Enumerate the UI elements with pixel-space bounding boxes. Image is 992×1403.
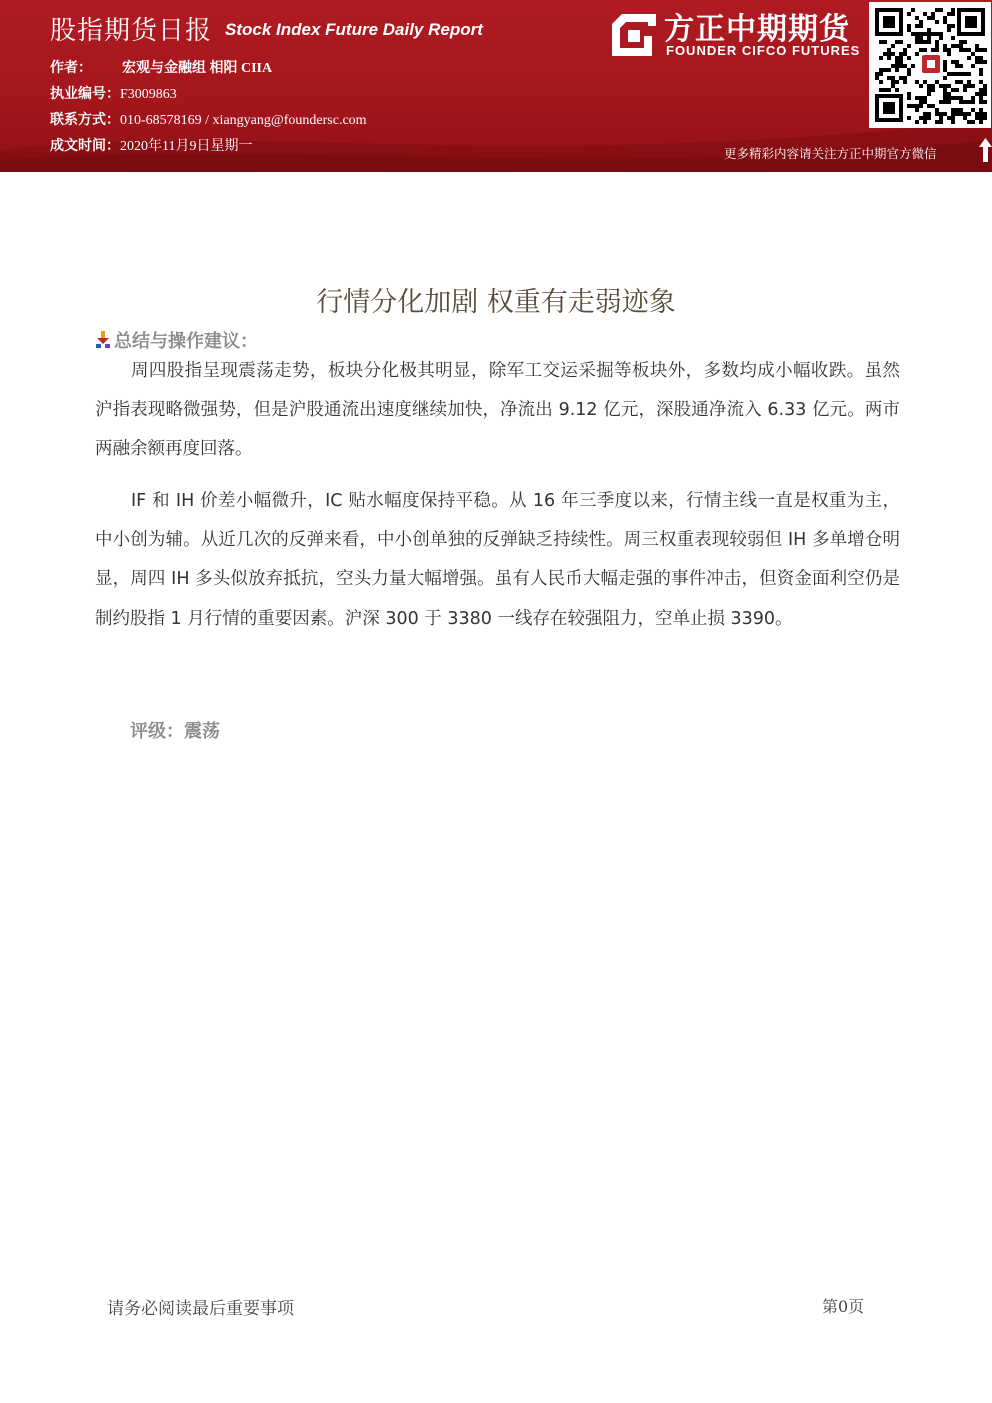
follow-wechat-text: 更多精彩内容请关注方正中期官方微信 [724,146,937,161]
footer-notice: 请务必阅读最后重要事项 [107,1299,294,1319]
company-name-en: FOUNDER CIFCO FUTURES [666,43,861,58]
bullet-arrow-icon [95,331,112,349]
license-value: F3009863 [120,87,177,102]
report-title: 行情分化加剧 权重有走弱迹象 [316,287,676,318]
date-label: 成文时间： [50,139,120,154]
contact-value[interactable]: 010-68578169 / xiangyang@foundersc.com [120,113,367,128]
license-label: 执业编号： [50,87,120,102]
summary-paragraph-1: 周四股指呈现震荡走势，板块分化极其明显，除军工交运采掘等板块外，多数均成小幅收跌。虽然沪指表现略微强势，但是沪股通流出速度继续加快，净流出 9.12 亿元，深股通净流入 6.33 亿元。两市两融余额再度回落。 [95,361,900,460]
license-line [50,83,177,103]
author-line [50,57,272,77]
section-heading-text: 总结与操作建议： [114,331,258,352]
company-name-cn: 方正中期期货 [664,12,850,47]
contact-label: 联系方式： [50,113,120,128]
author-label: 作者： [50,61,92,76]
date-value: 2020年11月9日星期一 [120,139,253,154]
section-heading [95,327,258,353]
wechat-qr-code[interactable] [869,2,991,128]
page-number: 第0页 [822,1297,865,1316]
founder-logo-icon [608,10,658,58]
date-line [50,135,252,155]
report-header [0,0,992,172]
report-type-subtitle: Stock Index Future Daily Report [225,20,483,39]
contact-line [50,109,367,129]
report-type-title: 股指期货日报 [50,16,213,46]
up-arrow-icon [979,138,992,162]
rating-label: 评级：震荡 [130,721,220,742]
summary-paragraph-2: IF 和 IH 价差小幅微升，IC 贴水幅度保持平稳。从 16 年三季度以来，行情主线一直是权重为主，中小创为辅。从近几次的反弹来看，中小创单独的反弹缺乏持续性。周三权重表现较弱但 IH 多单增仓明显，周四 IH 多头似放弃抵抗，空头力量大幅增强。虽有人民币大幅走强的事件冲击，但资金面利空仍是制约股指 1 月行情的重要因素。沪深 300 于 3380 一线存在较强阻力，空单止损 3390。 [95,491,900,629]
author-value: 宏观与金融组 相阳 CIIA [122,61,273,76]
